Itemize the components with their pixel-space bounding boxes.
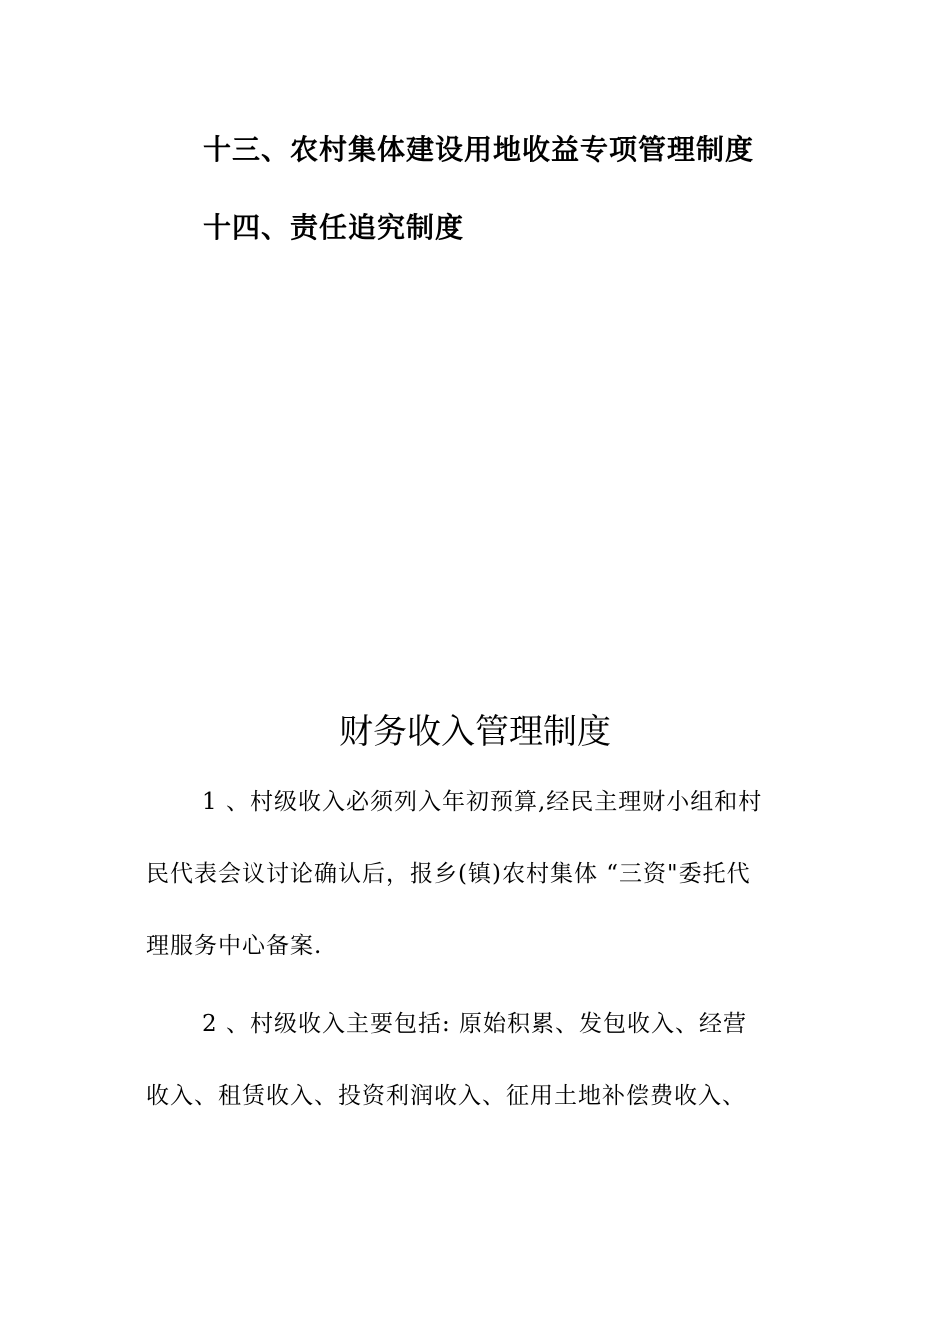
paragraph-line: 民代表会议讨论确认后，报乡(镇)农村集体 “三资"委托代 — [146, 861, 751, 887]
paragraph-line: 2 、村级收入主要包括: 原始积累、发包收入、经营 — [202, 1011, 748, 1037]
toc-item-13: 十三、农村集体建设用地收益专项管理制度 — [203, 133, 755, 166]
paragraph-line: 收入、租赁收入、投资利润收入、征用土地补偿费收入、 — [146, 1083, 746, 1109]
paragraph-1 — [146, 766, 806, 982]
paragraph-2 — [146, 988, 806, 1132]
paragraph-line: 1 、村级收入必须列入年初预算,经民主理财小组和村 — [202, 789, 763, 815]
toc-item-14: 十四、责任追究制度 — [203, 211, 465, 244]
paragraph-line: 理服务中心备案. — [146, 933, 323, 959]
section-title: 财务收入管理制度 — [339, 712, 611, 752]
